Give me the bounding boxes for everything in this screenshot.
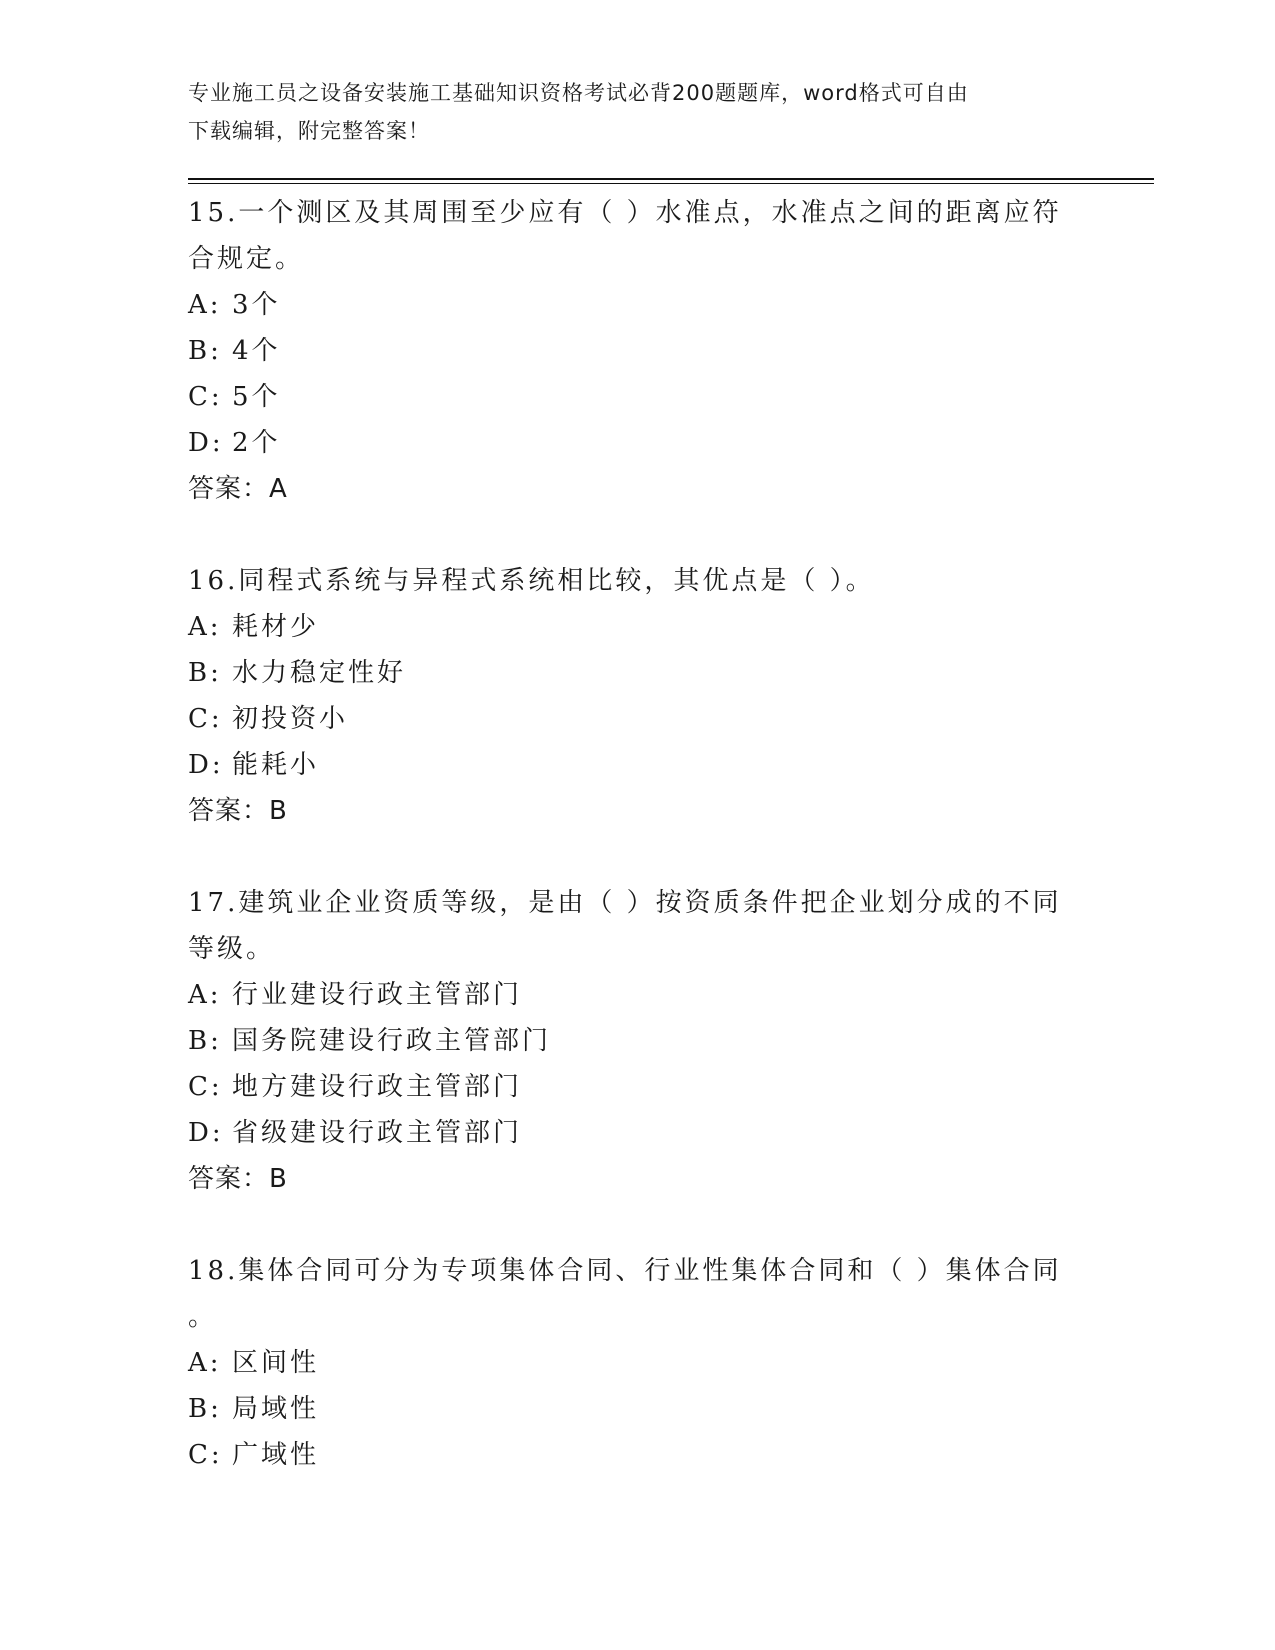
question-stem: 16.同程式系统与异程式系统相比较，其优点是（ ）。	[188, 566, 875, 596]
option-text: 5个	[232, 382, 281, 412]
option-text: 国务院建设行政主管部门	[232, 1026, 552, 1056]
option-text: 局域性	[232, 1394, 320, 1424]
option-a	[188, 972, 1068, 1018]
answer-line: 答案：B	[188, 796, 288, 826]
question-15	[188, 190, 1068, 512]
option-text: 行业建设行政主管部门	[232, 980, 523, 1010]
answer-line: 答案：B	[188, 1164, 288, 1194]
option-text: 2个	[232, 428, 281, 458]
option-d	[188, 742, 1068, 788]
option-a	[188, 1340, 1068, 1386]
option-text: 3个	[232, 290, 281, 320]
question-gap	[188, 512, 1068, 558]
option-text: 能耗小	[232, 750, 320, 780]
option-letter: D:	[188, 1118, 224, 1148]
question-16	[188, 558, 1068, 834]
option-c	[188, 1432, 1068, 1478]
option-text: 初投资小	[232, 704, 349, 734]
option-letter: C:	[188, 382, 223, 412]
option-b	[188, 1018, 1068, 1064]
question-stem: 18.集体合同可分为专项集体合同、行业性集体合同和（ ）集体合同	[188, 1256, 1062, 1286]
question-stem: 。	[188, 1302, 218, 1332]
option-a	[188, 604, 1068, 650]
option-letter: C:	[188, 1440, 223, 1470]
question-stem: 17.建筑业企业资质等级，是由（ ）按资质条件把企业划分成的不同	[188, 888, 1062, 918]
question-17	[188, 880, 1068, 1202]
option-letter: D:	[188, 428, 224, 458]
question-stem: 15.一个测区及其周围至少应有（ ）水准点，水准点之间的距离应符	[188, 198, 1062, 228]
answer-line: 答案：A	[188, 474, 288, 504]
option-letter: B:	[188, 1394, 222, 1424]
header-rule-thick	[188, 178, 1154, 180]
document-header	[188, 74, 1068, 150]
option-d	[188, 420, 1068, 466]
question-18	[188, 1248, 1068, 1478]
question-stem: 等级。	[188, 934, 276, 964]
question-gap	[188, 1202, 1068, 1248]
header-line: 下载编辑，附完整答案！	[188, 119, 430, 143]
question-stem: 合规定。	[188, 244, 305, 274]
option-letter: B:	[188, 658, 222, 688]
option-letter: A:	[188, 1348, 222, 1378]
option-text: 省级建设行政主管部门	[232, 1118, 523, 1148]
option-b	[188, 328, 1068, 374]
option-text: 地方建设行政主管部门	[232, 1072, 523, 1102]
option-text: 水力稳定性好	[232, 658, 407, 688]
option-c	[188, 1064, 1068, 1110]
option-d	[188, 1110, 1068, 1156]
option-letter: A:	[188, 290, 222, 320]
option-letter: A:	[188, 980, 222, 1010]
option-letter: B:	[188, 336, 222, 366]
option-c	[188, 374, 1068, 420]
option-text: 耗材少	[232, 612, 320, 642]
option-b	[188, 650, 1068, 696]
option-text: 广域性	[232, 1440, 320, 1470]
option-letter: C:	[188, 704, 223, 734]
option-letter: D:	[188, 750, 224, 780]
question-list	[188, 190, 1068, 1478]
header-line: 专业施工员之设备安装施工基础知识资格考试必背200题题库，word格式可自由	[188, 81, 969, 105]
option-letter: C:	[188, 1072, 223, 1102]
option-b	[188, 1386, 1068, 1432]
option-text: 4个	[232, 336, 281, 366]
option-letter: A:	[188, 612, 222, 642]
question-gap	[188, 834, 1068, 880]
option-c	[188, 696, 1068, 742]
option-a	[188, 282, 1068, 328]
option-letter: B:	[188, 1026, 222, 1056]
option-text: 区间性	[232, 1348, 320, 1378]
header-rule-thin	[188, 183, 1154, 184]
